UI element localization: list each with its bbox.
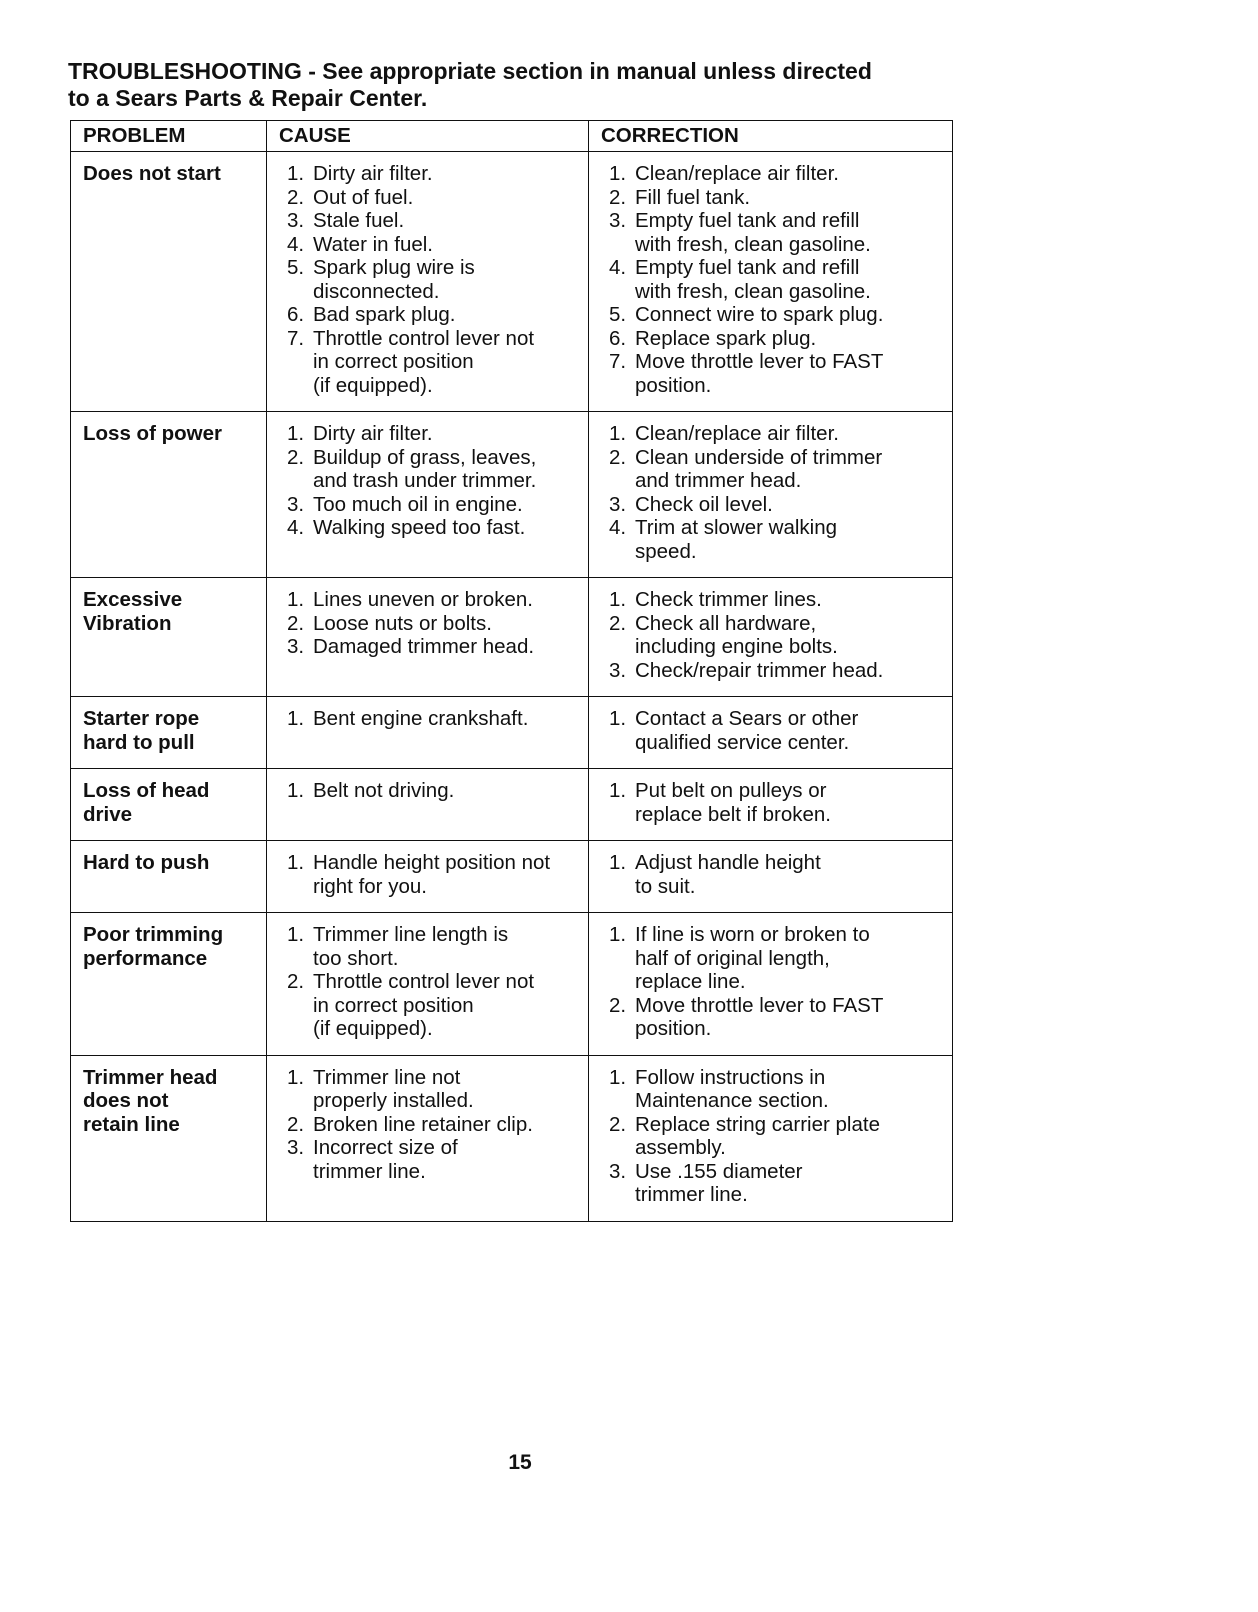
list-item [601, 209, 946, 256]
correction-list [601, 422, 946, 563]
problem-cell: Starter rope hard to pull [71, 697, 267, 769]
cause-cell [267, 697, 589, 769]
list-item [279, 233, 582, 257]
item-number: 3. [609, 658, 627, 682]
list-item [279, 446, 582, 493]
item-text: Clean/replace air filter. [635, 162, 839, 185]
correction-cell [589, 412, 953, 578]
table-header-row [71, 121, 953, 152]
list-item [601, 851, 946, 898]
item-text: Incorrect size of trimmer line. [313, 1136, 458, 1183]
problem-cell: Loss of head drive [71, 769, 267, 841]
list-item [601, 350, 946, 397]
item-text: Trimmer line length is too short. [313, 923, 509, 970]
list-item [279, 970, 582, 1041]
item-number: 1. [287, 1065, 305, 1089]
correction-cell [589, 1055, 953, 1221]
item-text: Trimmer line not properly installed. [313, 1065, 474, 1112]
item-text: Empty fuel tank and refill with fresh, clean gasoline. [635, 256, 871, 303]
list-item [601, 923, 946, 994]
item-number: 3. [287, 209, 305, 232]
cause-list [279, 923, 582, 1041]
item-text: Throttle control lever not in correct position (if equipped). [313, 326, 535, 397]
item-number: 1. [287, 588, 305, 611]
item-text: Trim at slower walking speed. [635, 516, 838, 563]
list-item [279, 635, 582, 659]
table-row [71, 1055, 953, 1221]
item-number: 3. [609, 1159, 627, 1183]
item-text: Replace spark plug. [635, 326, 817, 350]
list-item [279, 327, 582, 398]
page-heading: TROUBLESHOOTING - See appropriate section in manual unless directed to a Sears Parts & Repair Center. [68, 58, 872, 111]
item-text: Out of fuel. [313, 185, 414, 209]
item-number: 3. [609, 209, 627, 232]
item-text: Lines uneven or broken. [313, 588, 533, 611]
list-item [601, 1160, 946, 1207]
item-number: 2. [287, 970, 305, 993]
item-number: 3. [287, 492, 305, 516]
item-number: 3. [287, 1136, 305, 1159]
cause-list [279, 162, 582, 397]
item-number: 7. [609, 350, 627, 373]
item-number: 2. [609, 993, 627, 1017]
header-correction: CORRECTION [589, 121, 953, 152]
problem-cell: Poor trimming performance [71, 913, 267, 1056]
cause-cell [267, 913, 589, 1056]
item-text: Fill fuel tank. [635, 185, 751, 209]
correction-cell [589, 769, 953, 841]
table-row [71, 769, 953, 841]
list-item [601, 994, 946, 1041]
list-item [601, 493, 946, 517]
item-number: 3. [609, 492, 627, 516]
list-item [601, 588, 946, 612]
item-text: Connect wire to spark plug. [635, 303, 884, 326]
list-item [279, 707, 582, 731]
problem-cell: Excessive Vibration [71, 578, 267, 697]
item-text: Move throttle lever to FAST position. [635, 350, 884, 397]
item-text: Throttle control lever not in correct position (if equipped). [313, 970, 535, 1040]
item-number: 1. [609, 923, 627, 946]
item-number: 2. [609, 445, 627, 469]
item-number: 1. [287, 779, 305, 802]
item-number: 2. [609, 185, 627, 209]
table-row [71, 412, 953, 578]
table-row [71, 697, 953, 769]
item-text: Belt not driving. [313, 779, 455, 802]
item-number: 4. [287, 232, 305, 256]
list-item [279, 186, 582, 210]
list-item [601, 707, 946, 754]
header-cause: CAUSE [267, 121, 589, 152]
list-item [279, 1113, 582, 1137]
item-text: Broken line retainer clip. [313, 1112, 533, 1136]
item-text: Water in fuel. [313, 232, 434, 256]
item-text: Use .155 diameter trimmer line. [635, 1159, 803, 1206]
item-number: 1. [287, 422, 305, 445]
item-number: 1. [287, 923, 305, 946]
cause-cell [267, 841, 589, 913]
item-text: Check/repair trimmer head. [635, 658, 884, 682]
list-item [601, 256, 946, 303]
list-item [601, 1113, 946, 1160]
cause-list [279, 422, 582, 540]
item-text: Contact a Sears or other qualified service center. [635, 707, 859, 754]
item-text: If line is worn or broken to half of original length, replace line. [635, 923, 870, 993]
item-text: Replace string carrier plate assembly. [635, 1112, 880, 1159]
item-number: 1. [287, 851, 305, 874]
cause-list [279, 588, 582, 659]
cause-list [279, 779, 582, 803]
list-item [601, 327, 946, 351]
item-text: Too much oil in engine. [313, 492, 523, 516]
item-number: 1. [609, 851, 627, 874]
item-number: 1. [609, 707, 627, 730]
item-number: 1. [609, 1065, 627, 1089]
problem-cell: Does not start [71, 152, 267, 412]
item-text: Check all hardware, including engine bolts. [635, 611, 838, 658]
list-item [601, 303, 946, 327]
item-number: 3. [287, 635, 305, 658]
list-item [279, 303, 582, 327]
cause-list [279, 707, 582, 731]
table-row [71, 578, 953, 697]
correction-cell [589, 697, 953, 769]
troubleshooting-table [70, 120, 953, 1222]
item-text: Check trimmer lines. [635, 588, 822, 611]
list-item [279, 493, 582, 517]
page-number: 15 [508, 1451, 532, 1474]
problem-cell: Trimmer head does not retain line [71, 1055, 267, 1221]
list-item [279, 162, 582, 186]
list-item [279, 1136, 582, 1183]
item-text: Dirty air filter. [313, 422, 433, 445]
item-number: 1. [609, 162, 627, 185]
item-number: 1. [609, 588, 627, 611]
item-text: Buildup of grass, leaves, and trash under trimmer. [313, 445, 537, 492]
item-text: Clean underside of trimmer and trimmer head. [635, 445, 883, 492]
correction-list [601, 1066, 946, 1207]
table-row [71, 152, 953, 412]
list-item [279, 779, 582, 803]
item-text: Handle height position not right for you. [313, 851, 551, 898]
list-item [279, 851, 582, 898]
correction-list [601, 588, 946, 682]
list-item [601, 162, 946, 186]
problem-cell: Loss of power [71, 412, 267, 578]
item-text: Loose nuts or bolts. [313, 611, 492, 635]
list-item [601, 516, 946, 563]
cause-cell [267, 152, 589, 412]
item-number: 2. [287, 611, 305, 635]
list-item [279, 422, 582, 446]
table-row [71, 841, 953, 913]
item-text: Put belt on pulleys or replace belt if broken. [635, 779, 832, 826]
item-text: Walking speed too fast. [313, 516, 526, 539]
item-number: 1. [287, 162, 305, 185]
list-item [279, 516, 582, 540]
list-item [279, 612, 582, 636]
item-text: Spark plug wire is disconnected. [313, 256, 475, 303]
list-item [601, 659, 946, 683]
correction-cell [589, 913, 953, 1056]
item-number: 6. [609, 326, 627, 350]
cause-list [279, 1066, 582, 1184]
item-text: Adjust handle height to suit. [635, 851, 821, 898]
item-text: Move throttle lever to FAST position. [635, 993, 884, 1040]
item-number: 1. [287, 707, 305, 730]
item-number: 2. [287, 185, 305, 209]
correction-cell [589, 152, 953, 412]
list-item [601, 1066, 946, 1113]
cause-cell [267, 412, 589, 578]
list-item [601, 446, 946, 493]
item-number: 6. [287, 303, 305, 326]
correction-list [601, 162, 946, 397]
item-text: Dirty air filter. [313, 162, 433, 185]
correction-cell [589, 841, 953, 913]
item-text: Stale fuel. [313, 209, 405, 232]
problem-cell: Hard to push [71, 841, 267, 913]
item-text: Follow instructions in Maintenance section. [635, 1065, 829, 1112]
item-number: 2. [287, 1112, 305, 1136]
item-number: 4. [609, 516, 627, 539]
item-text: Bent engine crankshaft. [313, 707, 529, 730]
item-number: 4. [609, 256, 627, 279]
table-row [71, 913, 953, 1056]
item-number: 5. [609, 303, 627, 326]
list-item [279, 588, 582, 612]
correction-list [601, 923, 946, 1041]
list-item [601, 612, 946, 659]
cause-list [279, 851, 582, 898]
item-text: Damaged trimmer head. [313, 635, 535, 658]
list-item [279, 256, 582, 303]
item-text: Empty fuel tank and refill with fresh, clean gasoline. [635, 209, 871, 256]
item-number: 1. [609, 422, 627, 445]
item-number: 2. [609, 611, 627, 635]
item-number: 1. [609, 779, 627, 802]
item-number: 4. [287, 516, 305, 539]
correction-cell [589, 578, 953, 697]
item-number: 7. [287, 326, 305, 350]
correction-list [601, 851, 946, 898]
header-problem: PROBLEM [71, 121, 267, 152]
item-text: Bad spark plug. [313, 303, 456, 326]
list-item [601, 779, 946, 826]
cause-cell [267, 578, 589, 697]
cause-cell [267, 769, 589, 841]
correction-list [601, 779, 946, 826]
item-number: 2. [287, 445, 305, 469]
list-item [279, 1066, 582, 1113]
list-item [601, 422, 946, 446]
item-text: Check oil level. [635, 492, 773, 516]
item-text: Clean/replace air filter. [635, 422, 839, 445]
list-item [279, 209, 582, 233]
item-number: 2. [609, 1112, 627, 1136]
list-item [279, 923, 582, 970]
correction-list [601, 707, 946, 754]
cause-cell [267, 1055, 589, 1221]
list-item [601, 186, 946, 210]
item-number: 5. [287, 256, 305, 279]
